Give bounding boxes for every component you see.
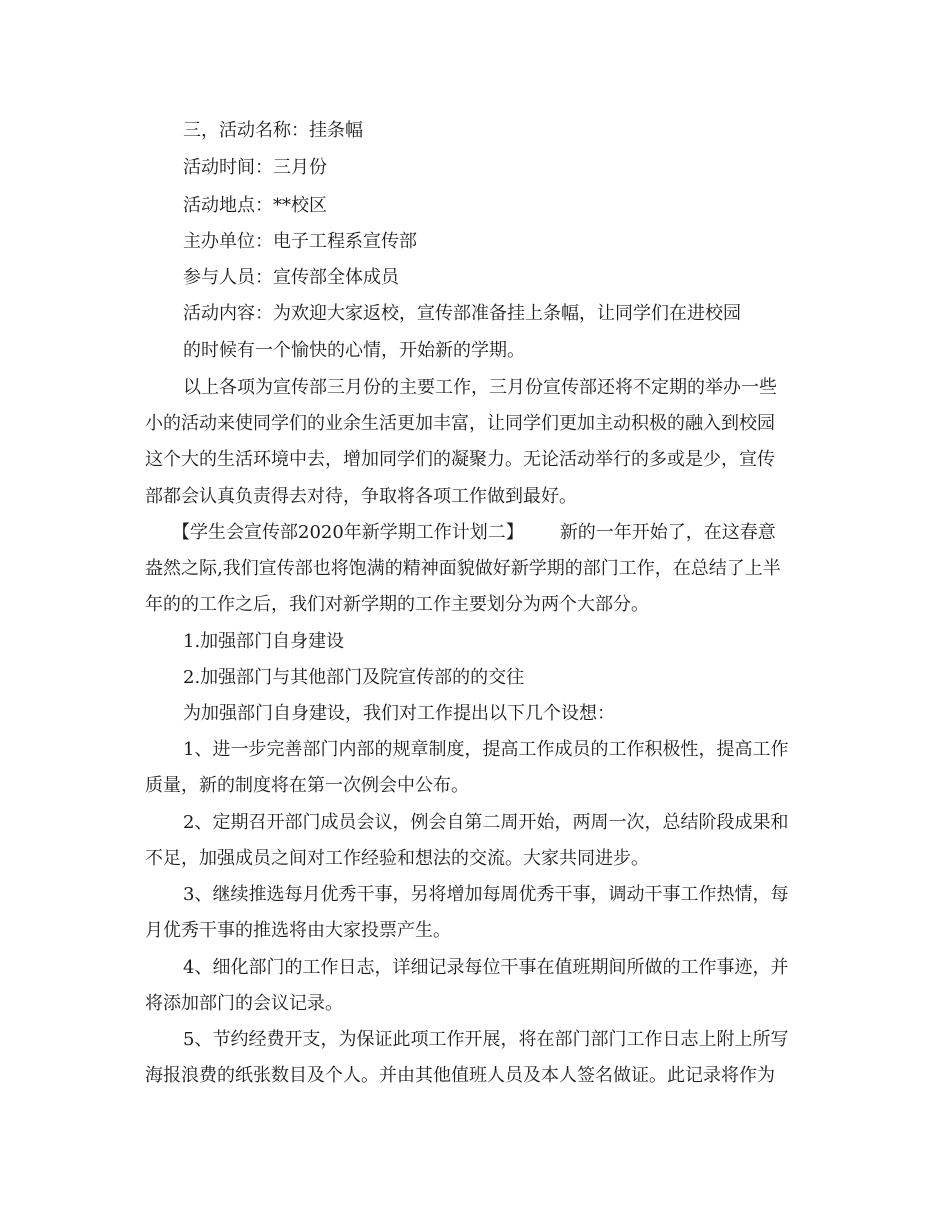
activity-content-line-1: 活动内容：为欢迎大家返校，宣传部准备挂上条幅，让同学们在进校园 bbox=[183, 303, 741, 324]
activity-content-line-2: 的时候有一个愉快的心情，开始新的学期。 bbox=[183, 340, 525, 361]
activity-participants: 参与人员：宣传部全体成员 bbox=[183, 267, 399, 288]
plan2-intro-line-3: 年的的工作之后，我们对新学期的工作主要划分为两个大部分。 bbox=[145, 594, 649, 615]
activity-place: 活动地点：**校区 bbox=[183, 195, 327, 216]
plan2-intro-line-2: 盎然之际,我们宣传部也将饱满的精神面貌做好新学期的部门工作，在总结了上半 bbox=[145, 558, 781, 579]
plan2-part-2: 2.加强部门与其他部门及院宣传部的的交往 bbox=[183, 667, 525, 688]
summary-line-4: 部都会认真负责得去对待，争取将各项工作做到最好。 bbox=[145, 486, 577, 507]
idea-5-line-2: 海报浪费的纸张数目及个人。并由其他值班人员及本人签名做证。此记录将作为 bbox=[145, 1065, 775, 1086]
plan2-intro-start: 新的一年开始了，在这春意 bbox=[559, 522, 776, 543]
plan2-part-1: 1.加强部门自身建设 bbox=[183, 631, 345, 652]
idea-1-line-2: 质量，新的制度将在第一次例会中公布。 bbox=[145, 775, 469, 796]
summary-line-1: 以上各项为宣传部三月份的主要工作，三月份宣传部还将不定期的举办一些 bbox=[183, 377, 777, 398]
summary-line-2: 小的活动来使同学们的业余生活更加丰富，让同学们更加主动积极的融入到校园 bbox=[145, 413, 775, 434]
idea-3-line-1: 3、继续推选每月优秀干事，另将增加每周优秀干事，调动干事工作热情，每 bbox=[183, 884, 789, 905]
idea-2-line-1: 2、定期召开部门成员会议，例会自第二周开始，两周一次，总结阶段成果和 bbox=[183, 812, 789, 833]
summary-line-3: 这个大的生活环境中去，增加同学们的凝聚力。无论活动举行的多或是少，宣传 bbox=[145, 449, 775, 470]
activity-name: 三，活动名称：挂条幅 bbox=[183, 120, 363, 141]
idea-3-line-2: 月优秀干事的推选将由大家投票产生。 bbox=[145, 920, 451, 941]
idea-4-line-1: 4、细化部门的工作日志，详细记录每位干事在值班期间所做的工作事迹，并 bbox=[183, 957, 789, 978]
activity-organizer: 主办单位：电子工程系宣传部 bbox=[183, 231, 417, 252]
plan2-heading: 【学生会宣传部2020年新学期工作计划二】 bbox=[172, 522, 524, 543]
idea-1-line-1: 1、进一步完善部门内部的规章制度，提高工作成员的工作积极性，提高工作 bbox=[183, 739, 789, 760]
plan2-ideas-intro: 为加强部门自身建设，我们对工作提出以下几个设想： bbox=[183, 703, 615, 724]
idea-4-line-2: 将添加部门的会议记录。 bbox=[145, 993, 343, 1014]
idea-2-line-2: 不足，加强成员之间对工作经验和想法的交流。大家共同进步。 bbox=[145, 848, 649, 869]
activity-time: 活动时间：三月份 bbox=[183, 157, 327, 178]
idea-5-line-1: 5、节约经费开支，为保证此项工作开展，将在部门部门工作日志上附上所写 bbox=[183, 1029, 789, 1050]
plan2-heading-line bbox=[172, 523, 776, 543]
